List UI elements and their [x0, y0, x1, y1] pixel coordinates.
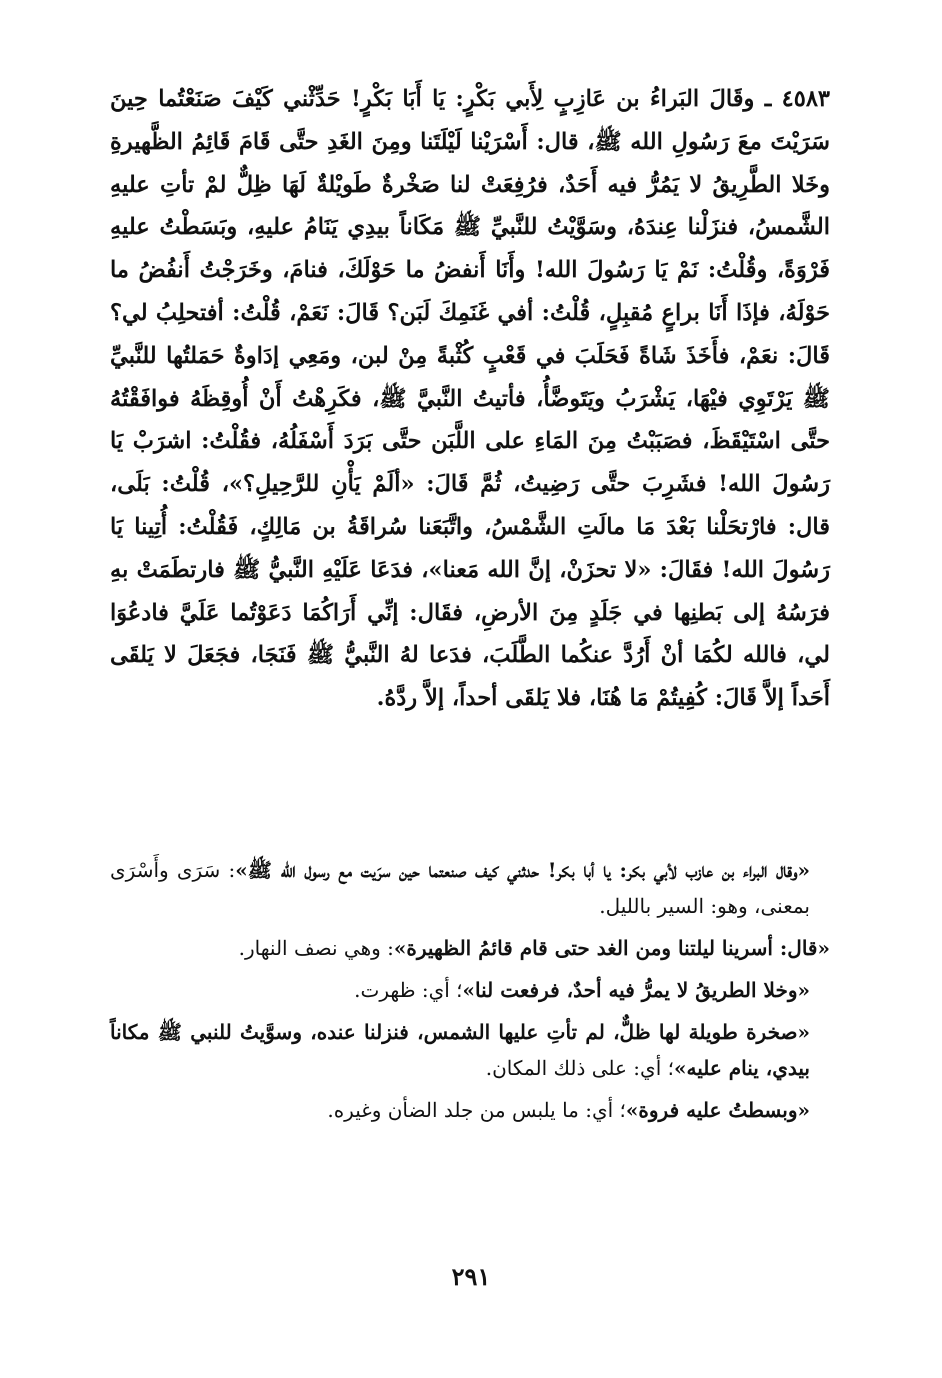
note-quote: «وقال البراء بن عازب لأبي بكر: يا أبا بكر! حدثني كيف صنعتما حين سرَيت مع رسول الله ﷺ» [235, 858, 811, 882]
note-quote: «صخرة طويلة لها ظلٌّ، لم تأتِ عليها الشمس، فنزلنا عنده، وسوَّيتُ للنبي ﷺ مكاناً بيدي، ينام عليه» [110, 1020, 810, 1080]
note-explanation: ؛ أي: ظهرت. [354, 978, 463, 1002]
commentary-block [110, 852, 830, 1134]
commentary-note [110, 972, 830, 1008]
note-explanation: ؛ أي: ما يلبس من جلد الضأن وغيره. [327, 1098, 626, 1122]
commentary-note [110, 1092, 830, 1128]
hadith-body: ـ وقَالَ البَراءُ بن عَازِبٍ لِأَبي بَكْرٍ: يَا أَبَا بَكْرٍ! حَدِّثْني كَيْفَ صَنَعْتُما حِينَ سَرَيْتَ معَ رَسُولِ الله ﷺ، قال: أَسْرَيْنا لَيْلَتَنا ومِنَ الغَدِ حتَّى قَامَ قَائِمُ الظَّهيرةِ وخَلا الطَّرِيقُ لا يَمُرُّ فيه أَحَدٌ، فرُفِعَتْ لنا صَخْرةٌ طَويْلةٌ لَهَا ظِلٌّ لمْ تأتِ عليهِ الشَّمسُ، فنزَلْنا عِندَهُ، وسَوَّيْتُ للنَّبيِّ ﷺ مَكَاناً بيدِي يَنَامُ عليهِ، وبَسَطْتُ عليهِ فَرْوَةً، وقُلْتُ: نَمْ يَا رَسُولَ الله! وأَنَا أَنفضُ ما حَوْلَكَ، فنامَ، وخَرَجْتُ أَنفُضُ ما حَوْلَهُ، فإذَا أَنَا براعٍ مُقبِلٍ، قُلْتُ: أفي غَنَمِكَ لَبَن؟ قَالَ: نَعَمْ، قُلْتُ: أفتحلِبُ لي؟ قَالَ: نعَمْ، فأَخَذَ شَاةً فَحَلَبَ في قَعْبٍ كُثْبةً مِنْ لبن، ومَعِي إدَاوةٌ حَمَلتُها للنَّبيِّ ﷺ يَرْتَوِي فيْهَا، يَشْرَبُ ويَتَوضَّأُ، فأتيتُ النَّبيَّ ﷺ، فكَرِهْتُ أَنْ أُوقِظَهُ فوافَقْتُهُ حتَّى اسْتَيْقَظَ، فصَبَبْتُ مِنَ المَاءِ على اللَّبَن حتَّى بَرَدَ أَسْفَلُهُ، فقُلْتُ: اشرَبْ يَا رَسُولَ الله! فشَرِبَ حتَّى رَضِيتُ، ثُمَّ قَالَ: «ألَمْ يَأْنِ للرَّحِيلِ؟»، قُلْتُ: بَلَى، قال: فارْتحَلْنا بَعْدَ مَا مالَتِ الشَّمْسُ، واتَّبَعَنا سُراقَةُ بن مَالِكٍ، فَقُلْتُ: أُتِينا يَا رَسُولَ الله! فقَالَ: «لا تحزَنْ، إنَّ الله مَعنا»، فدَعَا عَلَيْهِ النَّبيُّ ﷺ فارتطَمَتْ بهِ فرَسُهُ إلى بَطنِها في جَلَدٍ مِنَ الأرضِ، فقَال: إنِّي أَرَاكُمَا دَعَوْتُما عَلَيَّ فادعُوَا لي، فالله لكُمَا أنْ أَرُدَّ عنكُما الطَّلَبَ، فدَعا لهُ النَّبيُّ ﷺ فَنَجَا، فجَعَلَ لا يَلقَى أَحَداً إلاَّ قَالَ: كُفِيتُمْ مَا هُنَا، فلا يَلقَى أحداً، إلاَّ ردَّهُ. [110, 86, 830, 712]
note-explanation: : وهي نصف النهار. [238, 936, 394, 960]
note-quote: «وبسطتُ عليه فروة» [625, 1098, 810, 1122]
note-quote: «وخلا الطريقُ لا يمرُّ فيه أحدٌ، فرفعت لنا» [462, 978, 810, 1002]
hadith-text-block [110, 78, 830, 720]
commentary-note [110, 1014, 830, 1086]
hadith-number: ٤٥٨٣ [781, 86, 830, 112]
note-quote: «قال: أسرينا ليلتنا ومن الغد حتى قام قائمُ الظهيرة» [393, 936, 830, 960]
commentary-note [110, 930, 830, 966]
commentary-note [110, 852, 830, 924]
note-explanation: ؛ أي: على ذلك المكان. [485, 1056, 674, 1080]
note-explanation: : سَرَى وأَسْرَى بمعنى، وهو: السير بالليل. [110, 858, 810, 918]
page-number: ٢٩١ [451, 1262, 491, 1291]
